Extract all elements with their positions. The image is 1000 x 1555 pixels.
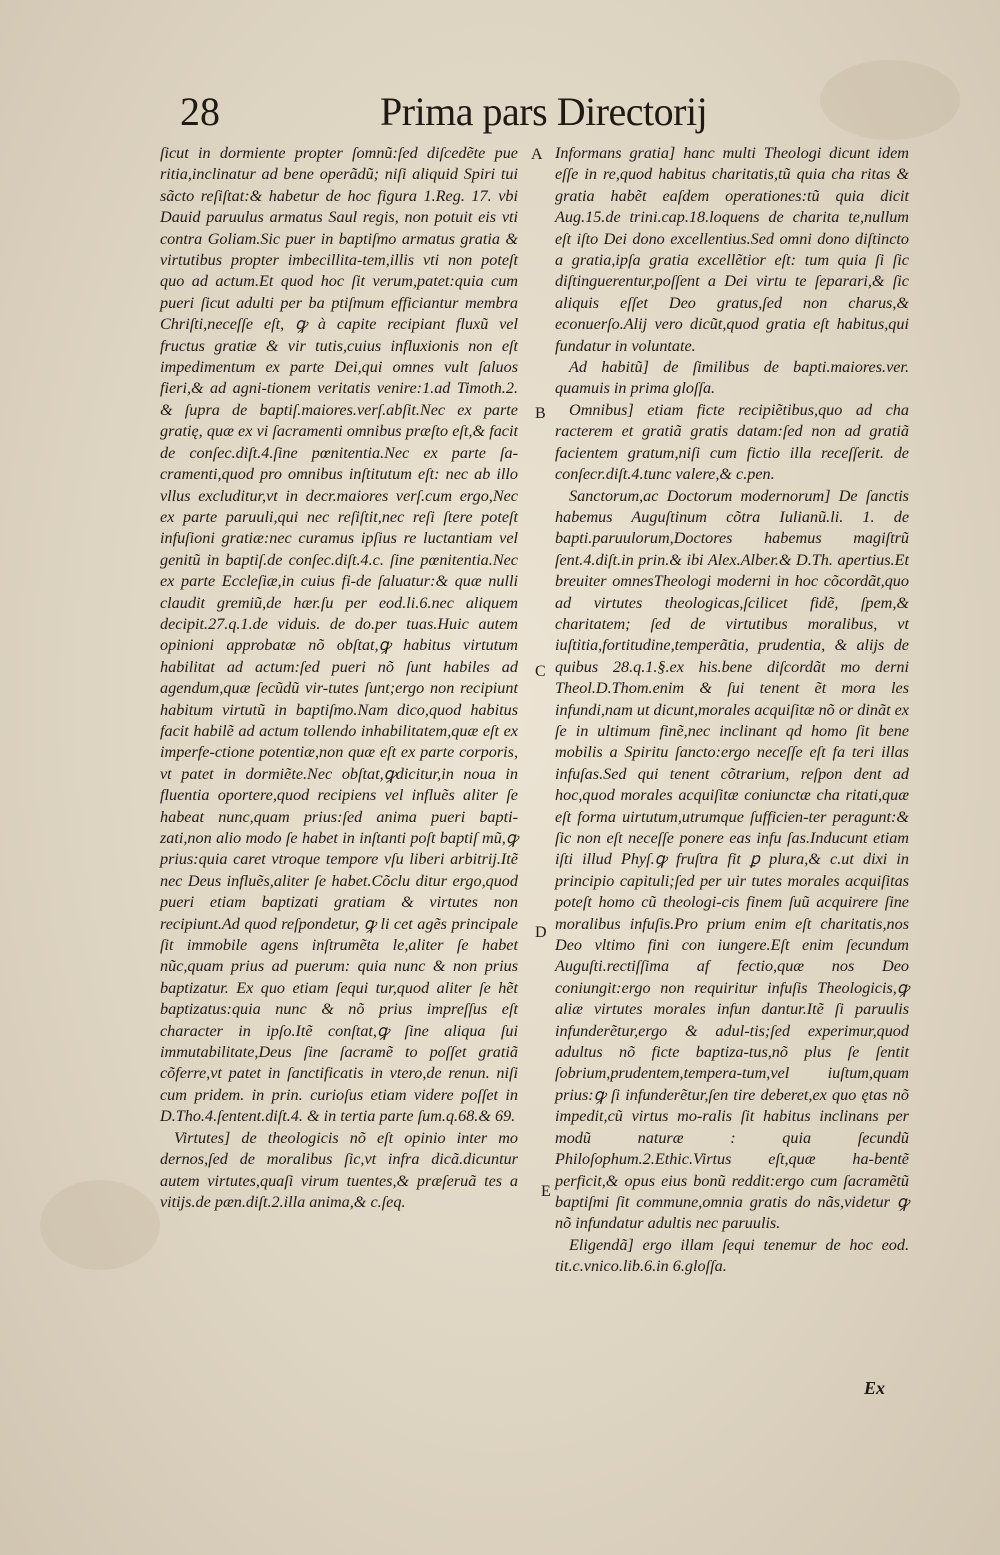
margin-marker-d: D (535, 924, 547, 941)
margin-marker-b: B (535, 405, 546, 422)
paper-stain (40, 1180, 160, 1270)
page-number: 28 (180, 89, 220, 134)
right-column (555, 143, 909, 1278)
margin-marker-c: C (535, 663, 546, 680)
running-title: Prima pars Directorij (380, 89, 708, 134)
right-paragraph: Omnibus] etiam ficte recipiẽtibus,quo ad cha racterem et gratiã gratis datam:ſed non ad gratiã facientem gratum,niſi cum fictio illa receſſerit. de conſecr.diſt.4.tunc valere,& c.pen. (555, 400, 909, 484)
left-column (160, 143, 518, 1213)
right-paragraph: Eligendã] ergo illam ſequi tenemur de hoc eod. tit.c.vnico.lib.6.in 6.gloſſa. (555, 1235, 909, 1276)
right-paragraph: Ad habitũ] de ſimilibus de bapti.maiores.ver. quamuis in prima gloſſa. (555, 358, 909, 398)
margin-marker-e: E (541, 1183, 551, 1200)
right-paragraph: Sanctorum,ac Doctorum modernorum] De ſanctis habemus Auguſtinum cõtra Iulianũ.li. 1. de bapti.paruulorum,Doctores habemus magiſtrũ ſent.4.diſt.in prin.& ibi Alex.Alber.& D.Th. apertius.Et breuiter omnesTheologi moderni in hoc cõcordãt,quo ad virtutes theologicas,ſcilicet fidẽ, ſpem,& charitatem; ſed de virtutibus moralibus, vt iuſtitia,fortitudine,temperãtia, prudentia, & alijs de quibus 28.q.1.§.ex his.bene diſcordãt mo derni Theol.D.Thom.enim & ſui tenent ẽt mora les infundi,nam ut dicunt,morales acquiſitæ nõ or dinãt ex ſe in ultimum finẽ,nec inclinant qd homo ſit bene mobilis a Spiritu ſancto:ergo neceſſe eſt fa teri illas infuſas.Sed qui tenent cõtrarium, reſpon dent ad hoc,quod morales acquiſitæ coniunctæ cha ritati,quæ eſt forma uirtutum,utrumque ſufficien-ter peragunt:& ſic non eſt neceſſe ponere eas infu ſas.Inducunt etiam iſti illud Phyſ.ꝙ fruſtra fit ꝑ plura,& c.ut dixi in principio capituli;ſed per uir tutes morales acquiſitas poteſt homo cũ theologi-cis finem ſuũ acquirere ſine moralibus infuſis.Pro prium enim eſt charitatis,nos Deo vltimo fini con iungere.Eſt enim ſecundum Auguſti.rectiſſima af fectio,quæ nos Deo coniungit:ergo non requiritur infuſis Theologicis,ꝙ aliæ virtutes morales infun dantur.Itẽ ſi paruulis infunderẽtur,ergo & adul-tis;ſed experimur,quod adultus nõ ficte baptiza-tus,nõ plus ſe ſentit ſobrium,prudentem,tempera-tum,vel iuſtum,quam prius:ꝙ ſi infunderẽtur,ſen tire deberet,ex quo ętas nõ impedit,cũ virtus mo-ralis ſit habitus inclinans per modũ naturæ : quia ſecundũ Philoſophum.2.Ethic.Virtus eſt,quæ ha-bentẽ perficit,& opus eius bonũ reddit:ergo cum ſacramẽtũ baptiſmi ſit commune,omnia gratis do nãs,videtur ꝙ nõ infundatur adultis nec paruulis. (555, 486, 909, 1233)
margin-marker-a: A (531, 146, 543, 163)
left-paragraph: Virtutes] de theologicis nõ eſt opinio inter mo dernos,ſed de moralibus ſic,vt infra dicã.dicuntur autem virtutes,quaſi virum tuentes,& præſeruã tes a vitijs.de pæn.diſt.2.illa anima,& c.ſeq. (160, 1128, 518, 1211)
catchword: Ex (864, 1378, 886, 1398)
right-paragraph: Informans gratia] hanc multi Theologi dicunt idem eſſe in re,quod habitus charitatis,tũ quia cha ritas & gratia habẽt eaſdem operationes:tũ quia dicit Aug.15.de trini.cap.18.loquens de charita te,nullum eſt iſto Dei dono excellentius.Sed omni dono diſtincto a gratia,ipſa gratia excellẽtior eſt: tum quia ſi ſic diſtinguerentur,poſſent a Dei virtu te ſeparari,& ſic aliquis eſſet Deo gratus,ſed non charus,& econuerſo.Alij vero dicũt,quod gratia eſt habitus,qui fundatur in voluntate. (555, 144, 909, 355)
left-paragraph: ſicut in dormiente propter ſomnũ:ſed diſcedẽte pue ritia,inclinatur ad bene operãdũ; niſi aliquid Spiri tui sãcto reſiſtat:& habetur de hoc figura 1.Reg. 17. vbi Dauid paruulus armatus Saul regis, non potuit eis vti contra Goliam.Sic puer in baptiſmo armatus gratia & virtutibus propter imbecillita-tem,illis vti non poteſt quo ad actum.Et quod hoc ſit verum,patet:quia cum pueri ſicut adulti per ba ptiſmum efficiantur membra Chriſti,neceſſe eſt, ꝙ à capite recipiant fluxũ vel fructus gratiæ & vir tutis,cuius influxionis non eſt impedimentum ex parte Dei,qui omnes vult ſaluos fieri,& ad agni-tionem veritatis venire:1.ad Timoth.2. & ſupra de baptiſ.maiores.verſ.abſit.Nec ex parte gratię, quæ ex vi ſacramenti omnibus præſto eſt,& facit de conſec.diſt.4.ſine pœnitentia.Nec ex parte ſa-cramenti,quod pro omnibus inſtitutum eſt: nec ab illo vllus excluditur,vt in decr.maiores verſ.cum ergo,Nec ex parte paruuli,qui nec reſiſtit,nec reſi ſtere poteſt infuſioni gratiæ:nec curamus ipſius re luctantiam vel genitũ in baptiſ.de conſec.diſt.4.c. ſine pœnitentia.Nec ex parte Eccleſiæ,in cuius fi-de ſaluatur:& quæ nulli claudit gremiũ,de hær.ſu per eod.li.6.nec aliquem decipit.27.q.1.de viduis. de do.per tuas.Huic autem opinioni approbatæ nõ obſtat,ꝙ habitus virtutum habilitat ad actum:ſed pueri nõ ſunt habiles ad agendum,quæ ſecũdũ vir-tutes ſunt;ergo non recipiunt habitum virtutũ in baptiſmo.Nam dico,quod habitus facit habilẽ ad actum tollendo inhabilitatem,quæ eſt ex imperfe-ctione potentiæ,non quæ eſt ex parte corporis, vt patet in dormiẽte.Nec obſtat,ꝙdicitur,in noua in fluentia oportere,quod recipiens vel influẽs aliter ſe habeat nunc,quam prius:ſed anima pueri bapti-zati,non alio modo ſe habet in inſtanti poſt baptiſ mũ,ꝙ prius:quia caret vtroque tempore vſu liberi arbitrij.Itẽ nec Deus influẽs,aliter ſe habet.Cõclu ditur ergo,quod pueri etiam baptizati gratiam & virtutes non recipiunt.Ad quod reſpondetur, ꝙ li cet agẽs principale ſit immobile agens inſtrumẽta le,aliter ſe habet nũc,quam prius ad puerum: quia nunc & non prius baptizatur. Ex quo etiam ſequi tur,quod aliter ſe hẽt baptizatus:quia nunc & nõ prius impreſſus eſt character in ipſo.Itẽ conſtat,ꝙ ſine aliqua ſui immutabilitate,Deus ſine ſacramẽ to poſſet gratiã cõferre,vt patet in ſanctificatis in vtero,de renun. niſi cum pridem. in prin. curioſus etiam videre poſſet in D.Tho.4.ſentent.diſt.4. & in tertia parte ſum.q.68.& 69. (160, 144, 518, 1126)
paper-stain (820, 60, 960, 140)
